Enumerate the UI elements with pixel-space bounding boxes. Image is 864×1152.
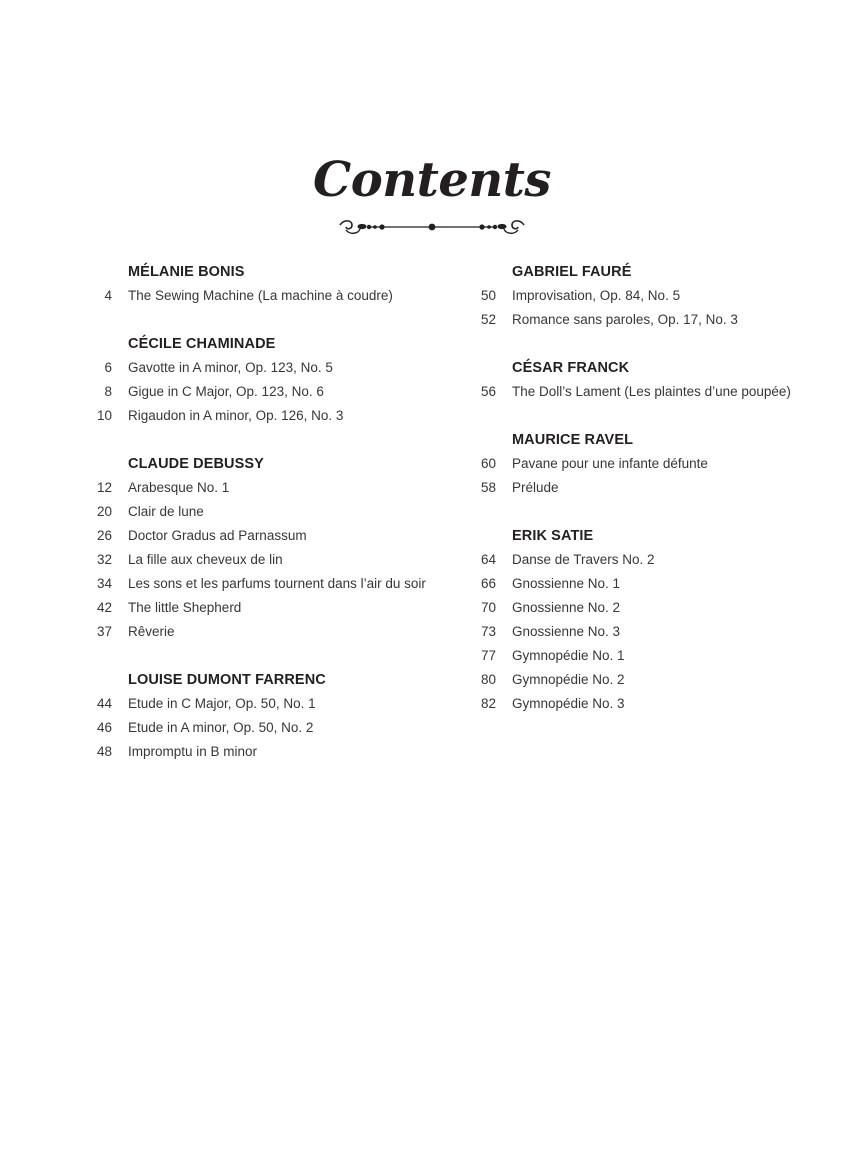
composer-section-chaminade	[86, 332, 466, 428]
piece-title: Romance sans paroles, Op. 17, No. 3	[512, 312, 738, 327]
composer-heading: LOUISE DUMONT FARRENC	[128, 672, 326, 688]
flourish-divider-icon	[338, 216, 526, 238]
piece-title: Les sons et les parfums tournent dans l’air du soir	[128, 576, 426, 591]
contents-entry[interactable]	[470, 644, 850, 668]
page-number: 12	[96, 480, 112, 495]
piece-title: Improvisation, Op. 84, No. 5	[512, 288, 681, 303]
page-number: 58	[480, 480, 496, 495]
piece-title: La fille aux cheveux de lin	[128, 552, 283, 567]
page-number: 82	[480, 696, 496, 711]
piece-title: Etude in C Major, Op. 50, No. 1	[128, 696, 316, 711]
page-number: 77	[480, 648, 496, 663]
piece-title: Arabesque No. 1	[128, 480, 230, 495]
contents-entry[interactable]	[470, 596, 850, 620]
contents-entry[interactable]	[470, 476, 850, 500]
composer-heading: ERIK SATIE	[512, 528, 594, 544]
page-number: 56	[480, 384, 496, 399]
piece-title: Gymnopédie No. 1	[512, 648, 625, 663]
piece-title: Doctor Gradus ad Parnassum	[128, 528, 307, 543]
composer-heading: CÉCILE CHAMINADE	[128, 336, 276, 352]
piece-title: The little Shepherd	[128, 600, 242, 615]
page-number: 60	[480, 456, 496, 471]
piece-title: Rigaudon in A minor, Op. 126, No. 3	[128, 408, 344, 423]
page-number: 34	[96, 576, 112, 591]
page-number: 42	[96, 600, 112, 615]
page-number: 20	[96, 504, 112, 519]
piece-title: Pavane pour une infante défunte	[512, 456, 708, 471]
piece-title: Gigue in C Major, Op. 123, No. 6	[128, 384, 324, 399]
piece-title: Gnossienne No. 3	[512, 624, 621, 639]
composer-section-debussy	[86, 452, 466, 644]
contents-entry[interactable]	[470, 668, 850, 692]
contents-entry[interactable]	[470, 452, 850, 476]
composer-section-bonis	[86, 260, 466, 308]
contents-entry[interactable]	[470, 572, 850, 596]
piece-title: Rêverie	[128, 624, 175, 639]
composer-heading: MÉLANIE BONIS	[128, 264, 245, 280]
piece-title: Gnossienne No. 1	[512, 576, 621, 591]
contents-right-column	[470, 260, 850, 740]
composer-heading: GABRIEL FAURÉ	[512, 264, 632, 280]
contents-entry[interactable]	[86, 620, 466, 644]
contents-entry[interactable]	[86, 548, 466, 572]
page-number: 80	[480, 672, 496, 687]
page-number: 26	[96, 528, 112, 543]
contents-entry[interactable]	[86, 572, 466, 596]
page-number: 66	[480, 576, 496, 591]
contents-left-column	[86, 260, 466, 788]
page-number: 4	[104, 288, 112, 303]
piece-title: Impromptu in B minor	[128, 744, 258, 759]
page-number: 32	[96, 552, 112, 567]
contents-entry[interactable]	[470, 620, 850, 644]
page-number: 44	[96, 696, 112, 711]
contents-entry[interactable]	[470, 284, 850, 308]
page-number: 8	[104, 384, 112, 399]
page-number: 37	[96, 624, 112, 639]
contents-entry[interactable]	[86, 476, 466, 500]
piece-title: Gymnopédie No. 2	[512, 672, 625, 687]
piece-title: Gymnopédie No. 3	[512, 696, 625, 711]
page-number: 46	[96, 720, 112, 735]
contents-entry[interactable]	[86, 380, 466, 404]
composer-section-faure	[470, 260, 850, 332]
composer-heading: MAURICE RAVEL	[512, 432, 634, 448]
composer-heading: CÉSAR FRANCK	[512, 360, 630, 376]
page-number: 10	[96, 408, 112, 423]
contents-entry[interactable]	[86, 596, 466, 620]
contents-entry[interactable]	[86, 716, 466, 740]
piece-title: Gavotte in A minor, Op. 123, No. 5	[128, 360, 333, 375]
page-title: Contents	[313, 152, 551, 208]
piece-title: Etude in A minor, Op. 50, No. 2	[128, 720, 314, 735]
page-number: 70	[480, 600, 496, 615]
page-number: 73	[480, 624, 496, 639]
contents-entry[interactable]	[470, 692, 850, 716]
contents-entry[interactable]	[470, 548, 850, 572]
piece-title: Prélude	[512, 480, 559, 495]
piece-title: Gnossienne No. 2	[512, 600, 621, 615]
page-number: 52	[480, 312, 496, 327]
page-number: 48	[96, 744, 112, 759]
piece-title: Danse de Travers No. 2	[512, 552, 655, 567]
contents-entry[interactable]	[86, 524, 466, 548]
contents-entry[interactable]	[86, 740, 466, 764]
contents-entry[interactable]	[470, 308, 850, 332]
contents-entry[interactable]	[86, 500, 466, 524]
contents-entry[interactable]	[86, 692, 466, 716]
piece-title: The Doll’s Lament (Les plaintes d’une poupée)	[512, 384, 791, 399]
composer-section-franck	[470, 356, 850, 404]
contents-entry[interactable]	[470, 380, 850, 404]
piece-title: Clair de lune	[128, 504, 204, 519]
contents-entry[interactable]	[86, 356, 466, 380]
composer-heading: CLAUDE DEBUSSY	[128, 456, 264, 472]
page-number: 64	[480, 552, 496, 567]
page-number: 6	[104, 360, 112, 375]
page-number: 50	[480, 288, 496, 303]
composer-section-ravel	[470, 428, 850, 500]
contents-entry[interactable]	[86, 284, 466, 308]
composer-section-satie	[470, 524, 850, 716]
contents-entry[interactable]	[86, 404, 466, 428]
piece-title: The Sewing Machine (La machine à coudre)	[128, 288, 393, 303]
composer-section-farrenc	[86, 668, 466, 764]
